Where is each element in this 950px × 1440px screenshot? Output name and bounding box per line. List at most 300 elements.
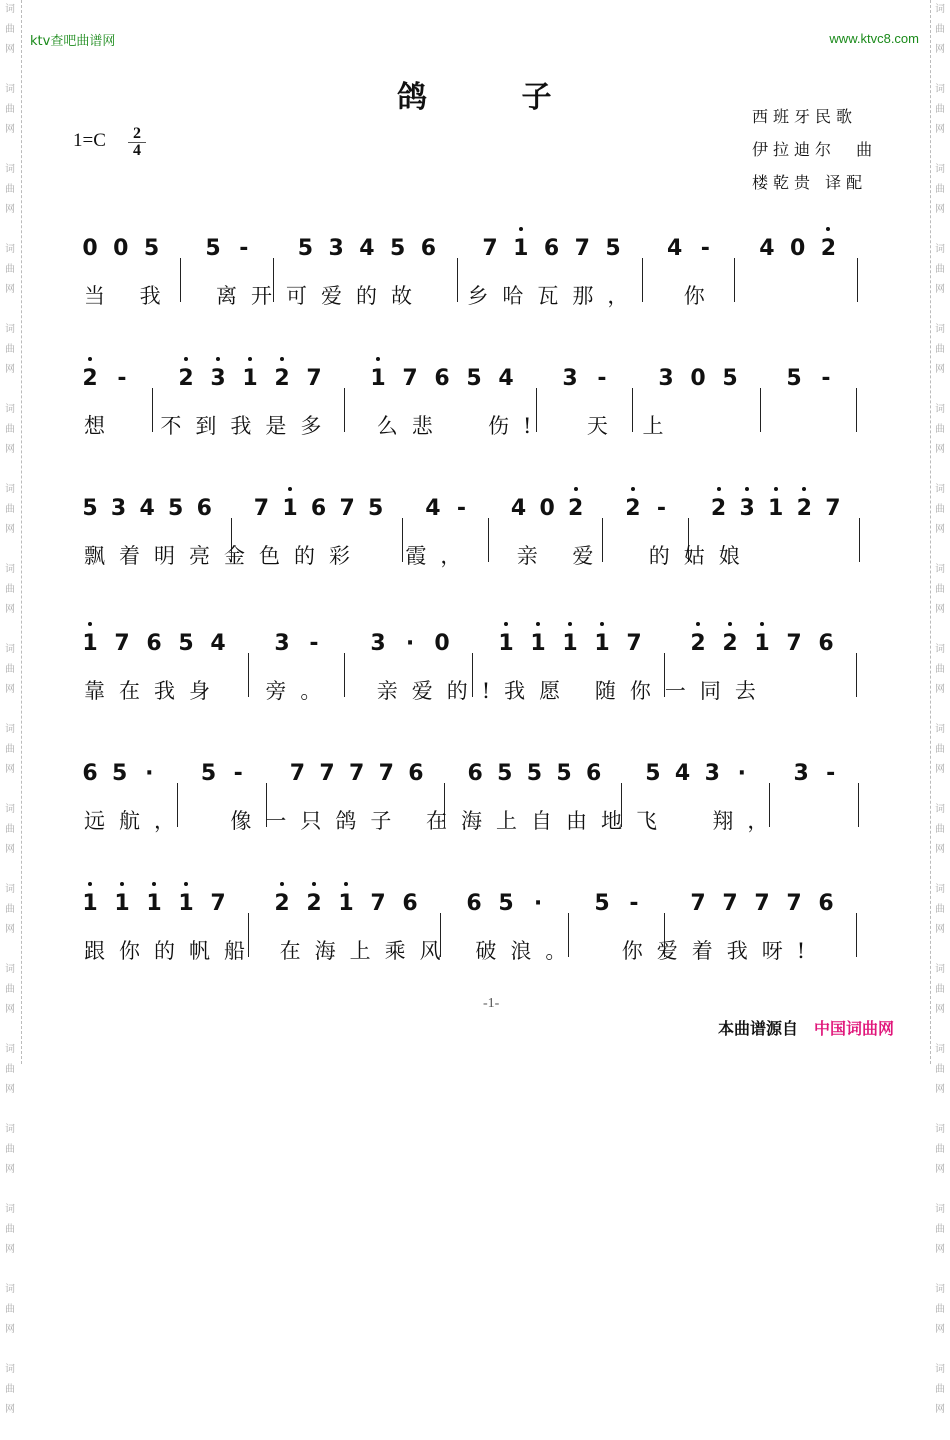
note: 1 [240,364,260,394]
note: 7 [319,761,335,786]
note: 2 [272,889,292,919]
note: 6 [586,761,602,786]
watermark-char: 网 [5,284,15,295]
watermark-char: 曲 [5,264,15,275]
note: 2 [688,629,708,659]
watermark-char: 词 [935,404,945,415]
watermark-char: 网 [935,604,945,615]
octave-dot [288,487,292,491]
watermark-char: 词 [935,964,945,975]
bar-line [857,258,858,302]
score-system [80,595,885,715]
octave-dot [120,882,124,886]
note: 3 [110,496,127,521]
note: 7 [825,496,841,521]
note: 6 [402,891,418,916]
watermark-char: 词 [935,1044,945,1055]
octave-dot [574,487,578,491]
watermark-char: 网 [5,44,15,55]
note: 5 [390,236,406,261]
note: 6 [818,891,834,916]
note: 1 [560,629,580,659]
note: 6 [466,891,482,916]
watermark-char: 网 [935,284,945,295]
score-system [80,460,885,580]
watermark-char: 词 [5,484,15,495]
watermark-char: 曲 [5,584,15,595]
note: 5 [368,496,384,521]
watermark-char: 曲 [5,1064,15,1075]
watermark-char: 网 [5,1084,15,1095]
lyrics-line: 跟你的帆船 在海上乘风 破浪。 你爱着我呀! [84,939,820,963]
watermark-char: 词 [5,804,15,815]
watermark-char: 词 [935,244,945,255]
watermark-char: 网 [5,1004,15,1015]
bar-line [760,388,761,432]
watermark-char: 网 [935,684,945,695]
watermark-char: 曲 [935,1224,945,1235]
credit-translator: 楼乾贵 译配 [752,173,868,192]
octave-dot [536,622,540,626]
watermark-char: 曲 [5,24,15,35]
octave-dot [728,622,732,626]
watermark-char: 网 [935,1404,945,1415]
note: 5 [178,631,194,656]
watermark-char: 词 [935,1364,945,1375]
score-system [80,200,885,320]
watermark-char: 曲 [935,984,945,995]
watermark-char: 曲 [935,264,945,275]
note: 5 [466,366,482,391]
note: · [405,631,415,656]
notes-line [80,234,885,264]
watermark-char: 曲 [935,1304,945,1315]
bar-line [858,783,859,827]
key-signature: 1=C [73,130,106,151]
octave-dot [717,487,721,491]
notes-line [80,494,885,524]
note: 4 [139,496,155,521]
note: 5 [111,761,128,786]
note: 7 [482,236,498,261]
note: 1 [368,364,388,394]
octave-dot [631,487,635,491]
note: 1 [528,629,548,659]
page-number: -1- [483,996,500,1011]
watermark-char: 曲 [935,904,945,915]
watermark-char: 词 [935,84,945,95]
note: 1 [592,629,612,659]
time-denominator: 4 [133,142,141,159]
watermark-char: 网 [935,204,945,215]
note: 7 [370,891,386,916]
watermark-char: 曲 [5,184,15,195]
note: - [117,366,127,391]
lyrics-line: 想 不到我是多 么悲 伤! 天 上 [84,414,678,438]
watermark-char: 曲 [935,744,945,755]
octave-dot [504,622,508,626]
note: 6 [146,631,162,656]
watermark-char: 曲 [935,344,945,355]
note: 7 [210,891,226,916]
note: 4 [759,236,775,261]
watermark-char: 网 [935,524,945,535]
lyrics-line: 飘着明亮金色的彩 霞， 亲 爱 的姑娘 [84,544,754,568]
watermark-char: 词 [935,644,945,655]
watermark-char: 词 [5,564,15,575]
note: - [456,496,466,521]
watermark-char: 词 [5,1044,15,1055]
score-system [80,855,885,975]
note: 2 [80,364,100,394]
note: · [145,761,154,786]
octave-dot [774,487,778,491]
note: 7 [402,366,418,391]
note: 1 [80,889,100,919]
note: 7 [786,891,802,916]
notes-line [80,629,885,659]
note: 7 [722,891,738,916]
watermark-char: 词 [5,324,15,335]
watermark-char: 词 [5,644,15,655]
watermark-char: 网 [5,764,15,775]
note: 1 [511,234,531,264]
source-label: 本曲谱源自 [718,1019,799,1038]
note: 3 [370,631,386,656]
octave-dot [88,622,92,626]
watermark-char: 网 [5,364,15,375]
note: 7 [306,366,322,391]
watermark-char: 词 [935,484,945,495]
note: 3 [208,364,228,394]
watermark-char: 曲 [935,1064,945,1075]
watermark-char: 曲 [935,104,945,115]
note: 6 [543,236,560,261]
note: 3 [274,631,290,656]
note: 0 [434,631,450,656]
note: 1 [80,629,100,659]
note: 5 [605,236,621,261]
note: 7 [378,761,394,786]
watermark-char: 网 [935,844,945,855]
watermark-char: 网 [5,1324,15,1335]
note: 3 [562,366,578,391]
note: 6 [818,631,834,656]
watermark-char: 曲 [5,1144,15,1155]
note: 1 [336,889,356,919]
watermark-char: 词 [5,1124,15,1135]
note: 3 [704,761,720,786]
lyrics-line: 当 我 离开可爱的故 乡哈瓦那， 你 [84,284,719,308]
note: 5 [205,236,221,261]
note: 1 [144,889,164,919]
watermark-char: 网 [5,124,15,135]
watermark-char: 网 [5,524,15,535]
note: 3 [328,236,344,261]
score-system [80,725,885,845]
note: 3 [737,494,757,524]
watermark-char: 网 [935,1004,945,1015]
octave-dot [568,622,572,626]
bar-line [856,388,857,432]
note: 0 [539,496,555,521]
page-border-left [21,0,22,1064]
octave-dot [152,882,156,886]
octave-dot [760,622,764,626]
note: 1 [112,889,132,919]
octave-dot [280,882,284,886]
watermark-char: 曲 [5,1384,15,1395]
credit-composer: 伊拉迪尔 曲 [752,140,878,159]
note: 5 [594,891,610,916]
note: - [700,236,710,261]
watermark-char: 词 [935,724,945,735]
note: 0 [790,236,806,261]
watermark-char: 词 [5,164,15,175]
watermark-char: 词 [5,884,15,895]
note: 1 [496,629,516,659]
watermark-char: 词 [5,964,15,975]
note: 6 [310,496,327,521]
note: - [239,236,249,261]
note: 7 [339,496,355,521]
note: 7 [690,891,706,916]
watermark-char: 词 [935,804,945,815]
watermark-char: 曲 [5,344,15,355]
watermark-char: 曲 [5,504,15,515]
note: 0 [113,236,129,261]
bar-line [734,258,735,302]
watermark-char: 词 [935,1204,945,1215]
watermark-char: 曲 [5,424,15,435]
watermark-char: 词 [935,1284,945,1295]
note: 7 [574,236,590,261]
note: 7 [786,631,802,656]
note: - [821,366,831,391]
note: 6 [420,236,437,261]
watermark-char: 网 [5,1244,15,1255]
note: 5 [497,761,513,786]
octave-dot [184,882,188,886]
octave-dot [745,487,749,491]
note: 5 [297,236,314,261]
watermark-char: 网 [935,1084,945,1095]
watermark-char: 词 [5,1204,15,1215]
watermark-char: 词 [5,84,15,95]
watermark-char: 网 [935,764,945,775]
note: 4 [498,366,514,391]
bar-line [856,653,857,697]
side-watermark-left [2,0,18,1415]
note: 2 [566,494,586,524]
note: 7 [114,631,130,656]
note: 1 [280,494,300,524]
octave-dot [519,227,523,231]
octave-dot [344,882,348,886]
page-border-right [930,0,931,1064]
side-watermark-right [932,0,948,1415]
note: 1 [752,629,772,659]
note: 2 [720,629,740,659]
watermark-char: 网 [935,364,945,375]
octave-dot [216,357,220,361]
watermark-char: 曲 [935,1144,945,1155]
watermark-char: 网 [5,844,15,855]
note: 7 [289,761,306,786]
watermark-char: 曲 [5,1224,15,1235]
note: - [656,496,666,521]
bar-line [856,913,857,957]
watermark-char: 网 [5,924,15,935]
notes-line [80,889,885,919]
source-brand-link[interactable]: 中国词曲网 [814,1019,895,1038]
note: 1 [176,889,196,919]
watermark-char: 曲 [5,984,15,995]
note: - [629,891,639,916]
site-watermark-url[interactable]: www.ktvc8.com [829,31,919,46]
note: 6 [82,761,98,786]
octave-dot [88,357,92,361]
note: 2 [176,364,196,394]
octave-dot [248,357,252,361]
note: 5 [168,496,184,521]
octave-dot [88,882,92,886]
octave-dot [312,882,316,886]
note: · [737,761,747,786]
note: 4 [359,236,375,261]
octave-dot [280,357,284,361]
watermark-char: 曲 [5,664,15,675]
lyrics-line: 远航， 像一只鸽子 在海上自由地飞 翔， [84,809,783,833]
watermark-char: 网 [5,444,15,455]
watermark-char: 网 [935,124,945,135]
watermark-char: 词 [5,1364,15,1375]
note: 4 [674,761,691,786]
watermark-char: 网 [5,1164,15,1175]
watermark-char: 曲 [935,184,945,195]
watermark-char: 曲 [935,424,945,435]
octave-dot [184,357,188,361]
watermark-char: 曲 [935,824,945,835]
watermark-char: 网 [935,1164,945,1175]
watermark-char: 词 [935,4,945,15]
note: 3 [793,761,809,786]
watermark-char: 词 [5,1284,15,1295]
note: - [309,631,319,656]
credit-origin: 西班牙民歌 [752,107,858,126]
note: 4 [425,496,441,521]
note: 6 [196,496,212,521]
source-credit [718,1016,894,1039]
note: - [597,366,607,391]
note: 4 [666,236,683,261]
watermark-char: 曲 [935,584,945,595]
note: 5 [82,496,98,521]
watermark-char: 词 [5,4,15,15]
watermark-char: 曲 [5,1304,15,1315]
watermark-char: 曲 [5,904,15,915]
note: 2 [794,494,814,524]
note: 7 [754,891,770,916]
notes-line [80,759,885,789]
note: 2 [623,494,643,524]
watermark-char: 词 [935,884,945,895]
note: 7 [349,761,365,786]
note: 3 [658,366,674,391]
note: 4 [510,496,527,521]
watermark-char: 网 [5,204,15,215]
watermark-char: 词 [5,404,15,415]
score-system [80,330,885,450]
watermark-char: 词 [5,724,15,735]
note: 7 [626,631,642,656]
note: 5 [556,761,572,786]
watermark-char: 网 [935,444,945,455]
watermark-char: 网 [935,924,945,935]
watermark-char: 词 [935,164,945,175]
notes-line [80,364,885,394]
note: 4 [210,631,226,656]
note: 2 [818,234,838,264]
watermark-char: 曲 [935,504,945,515]
octave-dot [802,487,806,491]
watermark-char: 曲 [5,744,15,755]
watermark-char: 词 [935,1124,945,1135]
watermark-char: 词 [5,244,15,255]
watermark-char: 词 [935,564,945,575]
octave-dot [600,622,604,626]
lyrics-line: 靠在我身 旁。 亲爱的!我愿 随你一同去 [84,679,770,703]
time-numerator: 2 [128,126,146,143]
watermark-char: 曲 [935,664,945,675]
watermark-char: 网 [935,1324,945,1335]
note: 6 [467,761,483,786]
note: 2 [272,364,292,394]
note: 7 [253,496,270,521]
note: - [233,761,243,786]
watermark-char: 网 [5,684,15,695]
note: 5 [526,761,543,786]
watermark-char: 网 [935,1244,945,1255]
watermark-char: 词 [935,324,945,335]
note: 5 [786,366,802,391]
watermark-char: 曲 [5,104,15,115]
note: 5 [498,891,514,916]
note: 6 [434,366,450,391]
note: 5 [143,236,160,261]
credits [752,100,877,199]
note: 0 [690,366,706,391]
watermark-char: 曲 [5,824,15,835]
site-watermark-left: ktv查吧曲谱网 [30,34,116,49]
watermark-char: 网 [935,44,945,55]
note: - [826,761,836,786]
note: 6 [408,761,424,786]
octave-dot [376,357,380,361]
watermark-char: 网 [5,604,15,615]
time-signature [128,126,146,159]
note: 5 [645,761,661,786]
note: 2 [304,889,324,919]
note: · [533,891,543,916]
note: 5 [200,761,217,786]
watermark-char: 曲 [935,1384,945,1395]
note: 1 [766,494,786,524]
song-title: 鸽 子 [397,80,594,115]
watermark-char: 曲 [935,24,945,35]
octave-dot [826,227,830,231]
note: 0 [82,236,98,261]
